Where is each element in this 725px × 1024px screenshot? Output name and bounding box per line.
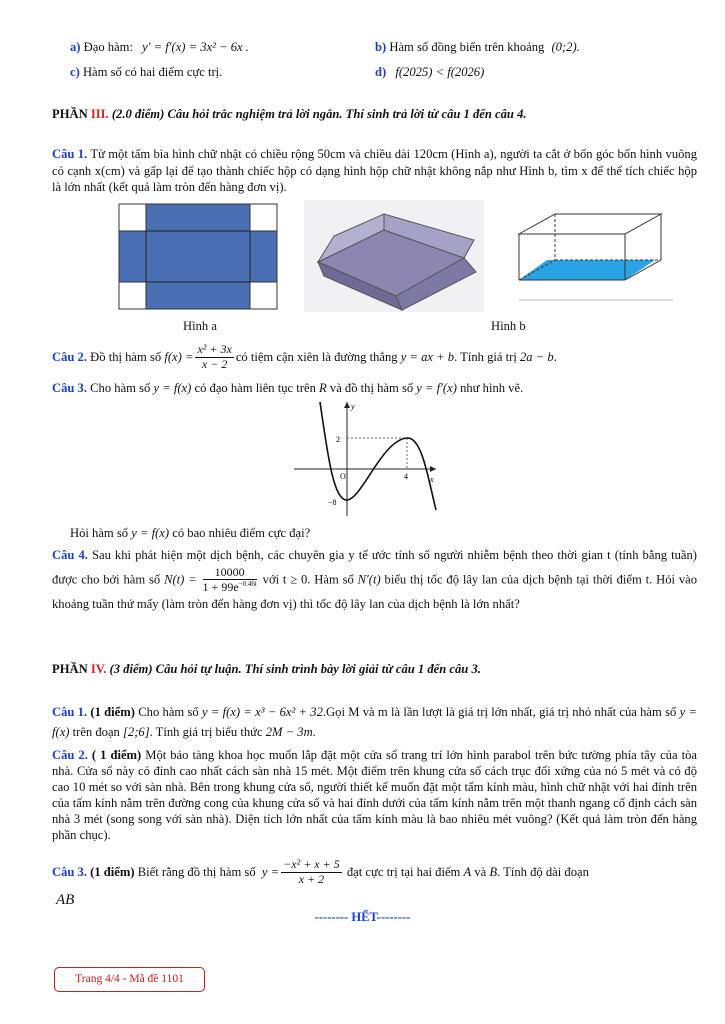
q2-num: x² + 3x (197, 341, 232, 356)
p4-q1-expr: 2M − 3m (265, 724, 313, 739)
option-a-text: Đạo hàm: (83, 40, 133, 54)
option-b (375, 39, 580, 56)
part-iii-roman: III. (90, 107, 109, 121)
p4-q3-A: A (463, 864, 472, 879)
option-d (375, 64, 484, 81)
q2-label: Câu 2. (52, 349, 87, 364)
p4-q3-B: B (489, 864, 498, 879)
part-iv-prefix: PHẦN (52, 662, 91, 676)
part-iv-rest: (3 điểm) Câu hỏi tự luận. Thí sinh trình bày lời giải từ câu 1 đến câu 3. (106, 662, 481, 676)
p4-q3-AB: AB (56, 892, 75, 908)
part-iv-title (52, 661, 697, 678)
q3-derivative-graph (290, 398, 440, 520)
option-b-text: Hàm số đồng biến trên khoảng (389, 40, 545, 54)
p4-q1-text1: Cho hàm số (138, 705, 199, 719)
part-iii-question-2 (52, 337, 697, 377)
q4-Npt: N′(t) (357, 572, 381, 587)
option-b-label: b) (375, 40, 387, 54)
option-c-label: c) (70, 65, 80, 79)
p4-q1-fx: y = f(x) (52, 705, 697, 739)
option-d-label: d) (375, 65, 387, 79)
p4-q3-num: −x² + x + 5 (283, 856, 340, 871)
p4-q3-den: x + 2 (298, 871, 325, 886)
q2-line: y = ax + b (400, 349, 455, 364)
figure-b-box (515, 208, 677, 306)
q2-pre: Đồ thị hàm số (90, 349, 162, 364)
p4-q1-end: . (312, 724, 316, 739)
part-iii-question-4 (52, 546, 697, 615)
q2-expr: 2a − b (520, 349, 554, 364)
q3-label: Câu 3. (52, 381, 87, 395)
q3-ask-fx: y = f(x) (131, 526, 170, 540)
part-iv-question-2 (52, 748, 697, 844)
p4-q2-label: Câu 2. (52, 748, 88, 762)
p4-q1-points: (1 điểm) (90, 705, 135, 719)
p4-q2-text: Một bảo tàng khoa học muốn lắp đặt một cửa sổ trang trí lớn hình parabol trên bức tường phía tây của tòa nhà. Cửa sổ này có đỉnh cao nhất cách sàn nhà 15 mét. Một điểm trên khung cửa sổ cách trục đối xứng của nó 5 mét và có độ cao 10 mét so với sàn nhà. Bên trong khung cửa sổ, người thiết kế muốn đặt một tấm kính màu, hình chữ nhật với hai đỉnh trên của tấm kính nằm trên đường cong của khung cửa sổ và hai đỉnh dưới của tấm kính nằm trên một thanh ngang cố định cách sàn nhà 3 mét (song song với sàn nhà). Diện tích lớn nhất của tấm kính màu là bao nhiêu mét vuông? (Kết quả làm tròn đến hàng phần chục). (52, 748, 697, 842)
caption-b: Hình b (491, 319, 526, 333)
p4-q1-label: Câu 1. (52, 705, 88, 719)
part-iii-question-3 (52, 380, 697, 397)
part-iv-question-3 (52, 852, 697, 892)
q4-fraction (203, 566, 257, 596)
q4-exp: −0.46t (238, 580, 257, 589)
q3-ask-pre: Hỏi hàm số (70, 526, 129, 540)
part-iii-title (52, 106, 697, 123)
option-a-formula: y′ = f′(x) = 3x² − 6x . (142, 40, 249, 54)
end-mark: -------- HẾT-------- (314, 910, 411, 924)
q3-fx: y = f(x) (153, 381, 192, 395)
p4-q3-text3: . Tính độ dài đoạn (497, 864, 589, 879)
part-iv-roman: IV. (90, 662, 107, 676)
part-iii-question-1 (52, 146, 697, 196)
graph-y-axis: y (351, 402, 355, 411)
p4-q1-text3: trên đoạn (72, 724, 120, 739)
part-iii-rest: (2.0 điểm) Câu hỏi trắc nghiệm trả lời ngắn. Thí sinh trả lời từ câu 1 đến câu 4. (108, 107, 527, 121)
p4-q1-formula: y = f(x) = x³ − 6x² + 32 (201, 705, 323, 719)
figure-folded-box (304, 200, 484, 312)
caption-a: Hình a (183, 319, 217, 333)
q2-fraction (195, 343, 233, 372)
p4-q3-fraction (281, 858, 342, 887)
p4-q1-interval: [2;6] (123, 724, 150, 739)
p4-q3-text1: Biết rằng đồ thị hàm số (137, 864, 256, 879)
p4-q3-points: (1 điểm) (90, 864, 135, 879)
part-iv-question-1 (52, 703, 697, 742)
q3-text3: và đồ thị hàm số (329, 381, 414, 395)
option-d-formula: f(2025) < f(2026) (395, 65, 485, 79)
p4-q3-text2: đạt cực trị tại hai điểm (346, 864, 461, 879)
option-c (70, 64, 222, 81)
option-a-label: a) (70, 40, 81, 54)
p4-q1-text2: .Gọi M và m là lần lượt là giá trị lớn nhất, giá trị nhỏ nhất của hàm số (322, 705, 677, 719)
q3-R: R (319, 381, 327, 395)
q2-fx: f(x) = (164, 349, 194, 364)
q2-post: . Tính giá trị (454, 349, 517, 364)
graph-tick-2: 2 (336, 435, 340, 444)
q4-num: 10000 (203, 566, 257, 581)
q3-text1: Cho hàm số (90, 381, 151, 395)
graph-x-axis: x (430, 475, 434, 484)
q2-den: x − 2 (201, 356, 228, 371)
option-c-text: Hàm số có hai điểm cực trị. (82, 65, 223, 79)
q4-Nt: N(t) = (164, 572, 197, 587)
option-b-formula: (0;2). (551, 40, 580, 54)
q3-ask-post: có bao nhiêu điểm cực đại? (172, 526, 311, 540)
q3-text4: như hình vẽ. (460, 381, 524, 395)
p4-q1-text4: . Tính giá trị biểu thức (149, 724, 263, 739)
q2-end: . (553, 349, 557, 364)
q1-text: Từ một tấm bìa hình chữ nhật có chiều rộng 50cm và chiều dài 120cm (Hình a), người ta cắt ở bốn góc bốn hình vuông có cạnh x(cm) và gấp lại để tạo thành chiếc hộp có dạng hình hộp chữ nhật không nắp như Hình b, tìm x để thể tích chiếc hộp là lớn nhất (kết quả làm tròn đến hàng đơn vị). (52, 147, 698, 195)
p4-q3-label: Câu 3. (52, 864, 87, 879)
q3-fpx: y = f′(x) (416, 381, 457, 395)
option-a (70, 39, 249, 56)
p4-q3-and: và (474, 864, 487, 879)
q4-den: 1 + 99e (202, 580, 239, 595)
q3-text2: có đạo hàm liên tục trên (194, 381, 316, 395)
graph-tick-4: 4 (404, 472, 408, 481)
part-iii-prefix: PHẦN (52, 107, 91, 121)
graph-tick-minus8: −8 (328, 498, 337, 507)
p4-q3-y: y = (261, 864, 280, 879)
page-footer (54, 967, 205, 992)
graph-origin: O (340, 472, 346, 481)
q1-label: Câu 1. (52, 147, 88, 161)
p4-q2-points: ( 1 điểm) (91, 748, 142, 762)
q4-label: Câu 4. (52, 548, 88, 562)
footer-text: Trang 4/4 - Mã đề 1101 (75, 972, 184, 985)
q3-ask (70, 525, 310, 542)
q4-text2: với t ≥ 0. Hàm số (262, 572, 354, 587)
figure-a-sheet (118, 203, 278, 310)
q4-text3: biểu thị tốc độ lây lan của dịch bệnh tại thời điểm t. Hỏi vào khoảng tuần thứ mấy (làm tròn đến hàng đơn vị) thì tốc độ lây lan của dịch bệnh là lớn nhất? (52, 572, 698, 612)
q4-text1: Sau khi phát hiện một dịch bệnh, các chuyên gia y tế ước tính số người nhiễm bệnh theo thời gian t (tính bằng tuần) được cho bởi hàm số (52, 548, 697, 587)
q2-mid: có tiệm cận xiên là đường thẳng (235, 349, 398, 364)
